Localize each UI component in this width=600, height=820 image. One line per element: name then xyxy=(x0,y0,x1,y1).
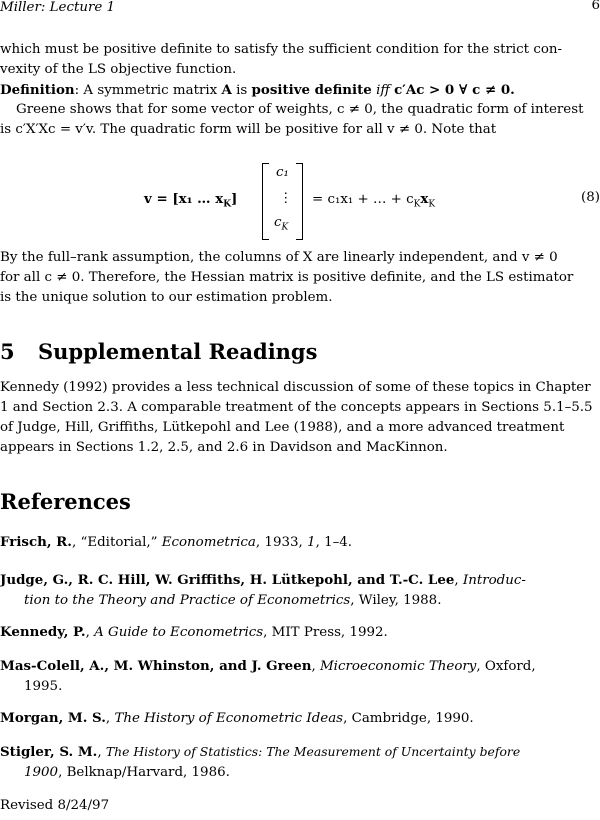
references-heading: References xyxy=(0,489,131,514)
equation-number: (8) xyxy=(581,190,600,205)
revision-note: Revised 8/24/97 xyxy=(0,798,110,813)
subscript: K xyxy=(281,222,289,233)
subscript: K xyxy=(413,199,421,210)
running-head xyxy=(0,0,600,18)
text-line: Kennedy (1992) provides a less technical discussion of some of these topics in Chapter xyxy=(0,380,591,395)
reference-text: , xyxy=(311,659,320,674)
text-line: is the unique solution to our estimation problem. xyxy=(0,290,333,305)
reference-work: Econometrica xyxy=(161,535,256,550)
equation-8 xyxy=(0,163,600,238)
matrix-symbol: A xyxy=(221,82,232,98)
text-line: Greene shows that for some vector of weights, c ≠ 0, the quadratic form of interest xyxy=(16,102,584,117)
matrix-bracket-right xyxy=(296,163,303,240)
definition-text: : A symmetric matrix xyxy=(74,83,222,98)
running-head-title: Miller: Lecture 1 xyxy=(0,0,116,15)
reference-text: , xyxy=(105,711,115,726)
subscript: K xyxy=(428,199,436,210)
reference-item xyxy=(0,742,600,783)
definition-term: positive definite xyxy=(251,82,372,98)
matrix-bracket-left xyxy=(262,163,269,240)
equation-lhs: v = [x₁ … $x_K$] xyxy=(144,191,238,210)
definition-formula: c′Ac > 0 ∀ c ≠ 0. xyxy=(394,82,515,98)
reference-work: Introduc- xyxy=(462,573,526,588)
text-line: By the full–rank assumption, the columns of X are linearly independent, and v ≠ 0 xyxy=(0,250,558,265)
reference-text: , Belknap/Harvard, 1986. xyxy=(58,765,230,780)
text-line: which must be positive definite to satisfy the sufficient condition for the strict con- xyxy=(0,42,563,57)
definition-text: is xyxy=(231,83,252,98)
text-line: is c′X′Xc = v′v. The quadratic form will be positive for all v ≠ 0. Note that xyxy=(0,122,497,137)
reference-text: , Wiley, 1988. xyxy=(350,593,442,608)
text-line: vexity of the LS objective function. xyxy=(0,62,237,77)
reference-work: Microeconomic Theory xyxy=(319,659,477,674)
reference-work: The History of Statistics: The Measurement of Uncertainty before xyxy=(105,744,521,759)
reference-author: Judge, G., R. C. Hill, W. Griffiths, H. Lütkepohl, and T.-C. Lee xyxy=(0,572,455,588)
iff-word: iff xyxy=(376,83,390,98)
reference-text: , xyxy=(85,625,95,640)
equation-rhs-text: = c₁x₁ + … + c xyxy=(312,192,414,207)
reference-item xyxy=(0,532,600,553)
paragraph-readings xyxy=(0,378,600,458)
reference-author: Morgan, M. S. xyxy=(0,710,106,726)
equation-rhs xyxy=(312,189,435,215)
text-line: 1 and Section 2.3. A comparable treatment of the concepts appears in Sections 5.1–5.5 xyxy=(0,400,593,415)
vector-cK xyxy=(274,213,288,238)
text-line: for all c ≠ 0. Therefore, the Hessian matrix is positive definite, and the LS estimator xyxy=(0,270,574,285)
reference-work: tion to the Theory and Practice of Econometrics xyxy=(24,593,351,608)
reference-text: , xyxy=(454,573,463,588)
vector-x: x xyxy=(420,191,429,207)
cK-text: c xyxy=(274,215,282,230)
definition-block xyxy=(0,80,600,101)
reference-text: , “Editorial,” xyxy=(71,535,162,550)
reference-item xyxy=(0,570,600,611)
paragraph-convexity xyxy=(0,40,600,80)
definition-label: Definition xyxy=(0,82,75,98)
reference-item xyxy=(0,708,600,729)
text-line: of Judge, Hill, Griffiths, Lütkepohl and Lee (1988), and a more advanced treatment xyxy=(0,420,565,435)
reference-work: The History of Econometric Ideas xyxy=(114,711,344,726)
page-number: 6 xyxy=(591,0,600,13)
reference-text: , 1933, xyxy=(255,535,308,550)
equation-lhs-text: v = [x₁ … x xyxy=(144,191,224,207)
reference-author: Frisch, R. xyxy=(0,534,72,550)
reference-text: , Oxford, xyxy=(476,659,536,674)
vector-vdots: ⋮ xyxy=(279,191,293,206)
reference-text: , MIT Press, 1992. xyxy=(263,625,388,640)
reference-item xyxy=(0,622,600,643)
reference-work: A Guide to Econometrics xyxy=(94,625,264,640)
paragraph-full-rank xyxy=(0,248,600,308)
paragraph-greene xyxy=(0,100,600,140)
reference-text: 1995. xyxy=(24,679,63,694)
reference-volume: 1 xyxy=(307,535,316,550)
subscript: K xyxy=(223,199,232,210)
vector-c1: c₁ xyxy=(276,165,289,180)
reference-item xyxy=(0,656,600,697)
reference-text: , Cambridge, 1990. xyxy=(343,711,474,726)
reference-text: , 1–4. xyxy=(315,535,353,550)
section-title: Supplemental Readings xyxy=(38,339,318,364)
reference-work: 1900 xyxy=(24,765,59,780)
section-number: 5 xyxy=(0,339,15,364)
section-heading xyxy=(0,340,317,364)
reference-author: Mas-Colell, A., M. Whinston, and J. Green xyxy=(0,658,312,674)
reference-author: Kennedy, P. xyxy=(0,624,86,640)
reference-author: Stigler, S. M. xyxy=(0,744,98,760)
reference-text: , xyxy=(97,745,106,760)
text-line: appears in Sections 1.2, 2.5, and 2.6 in Davidson and MacKinnon. xyxy=(0,440,448,455)
